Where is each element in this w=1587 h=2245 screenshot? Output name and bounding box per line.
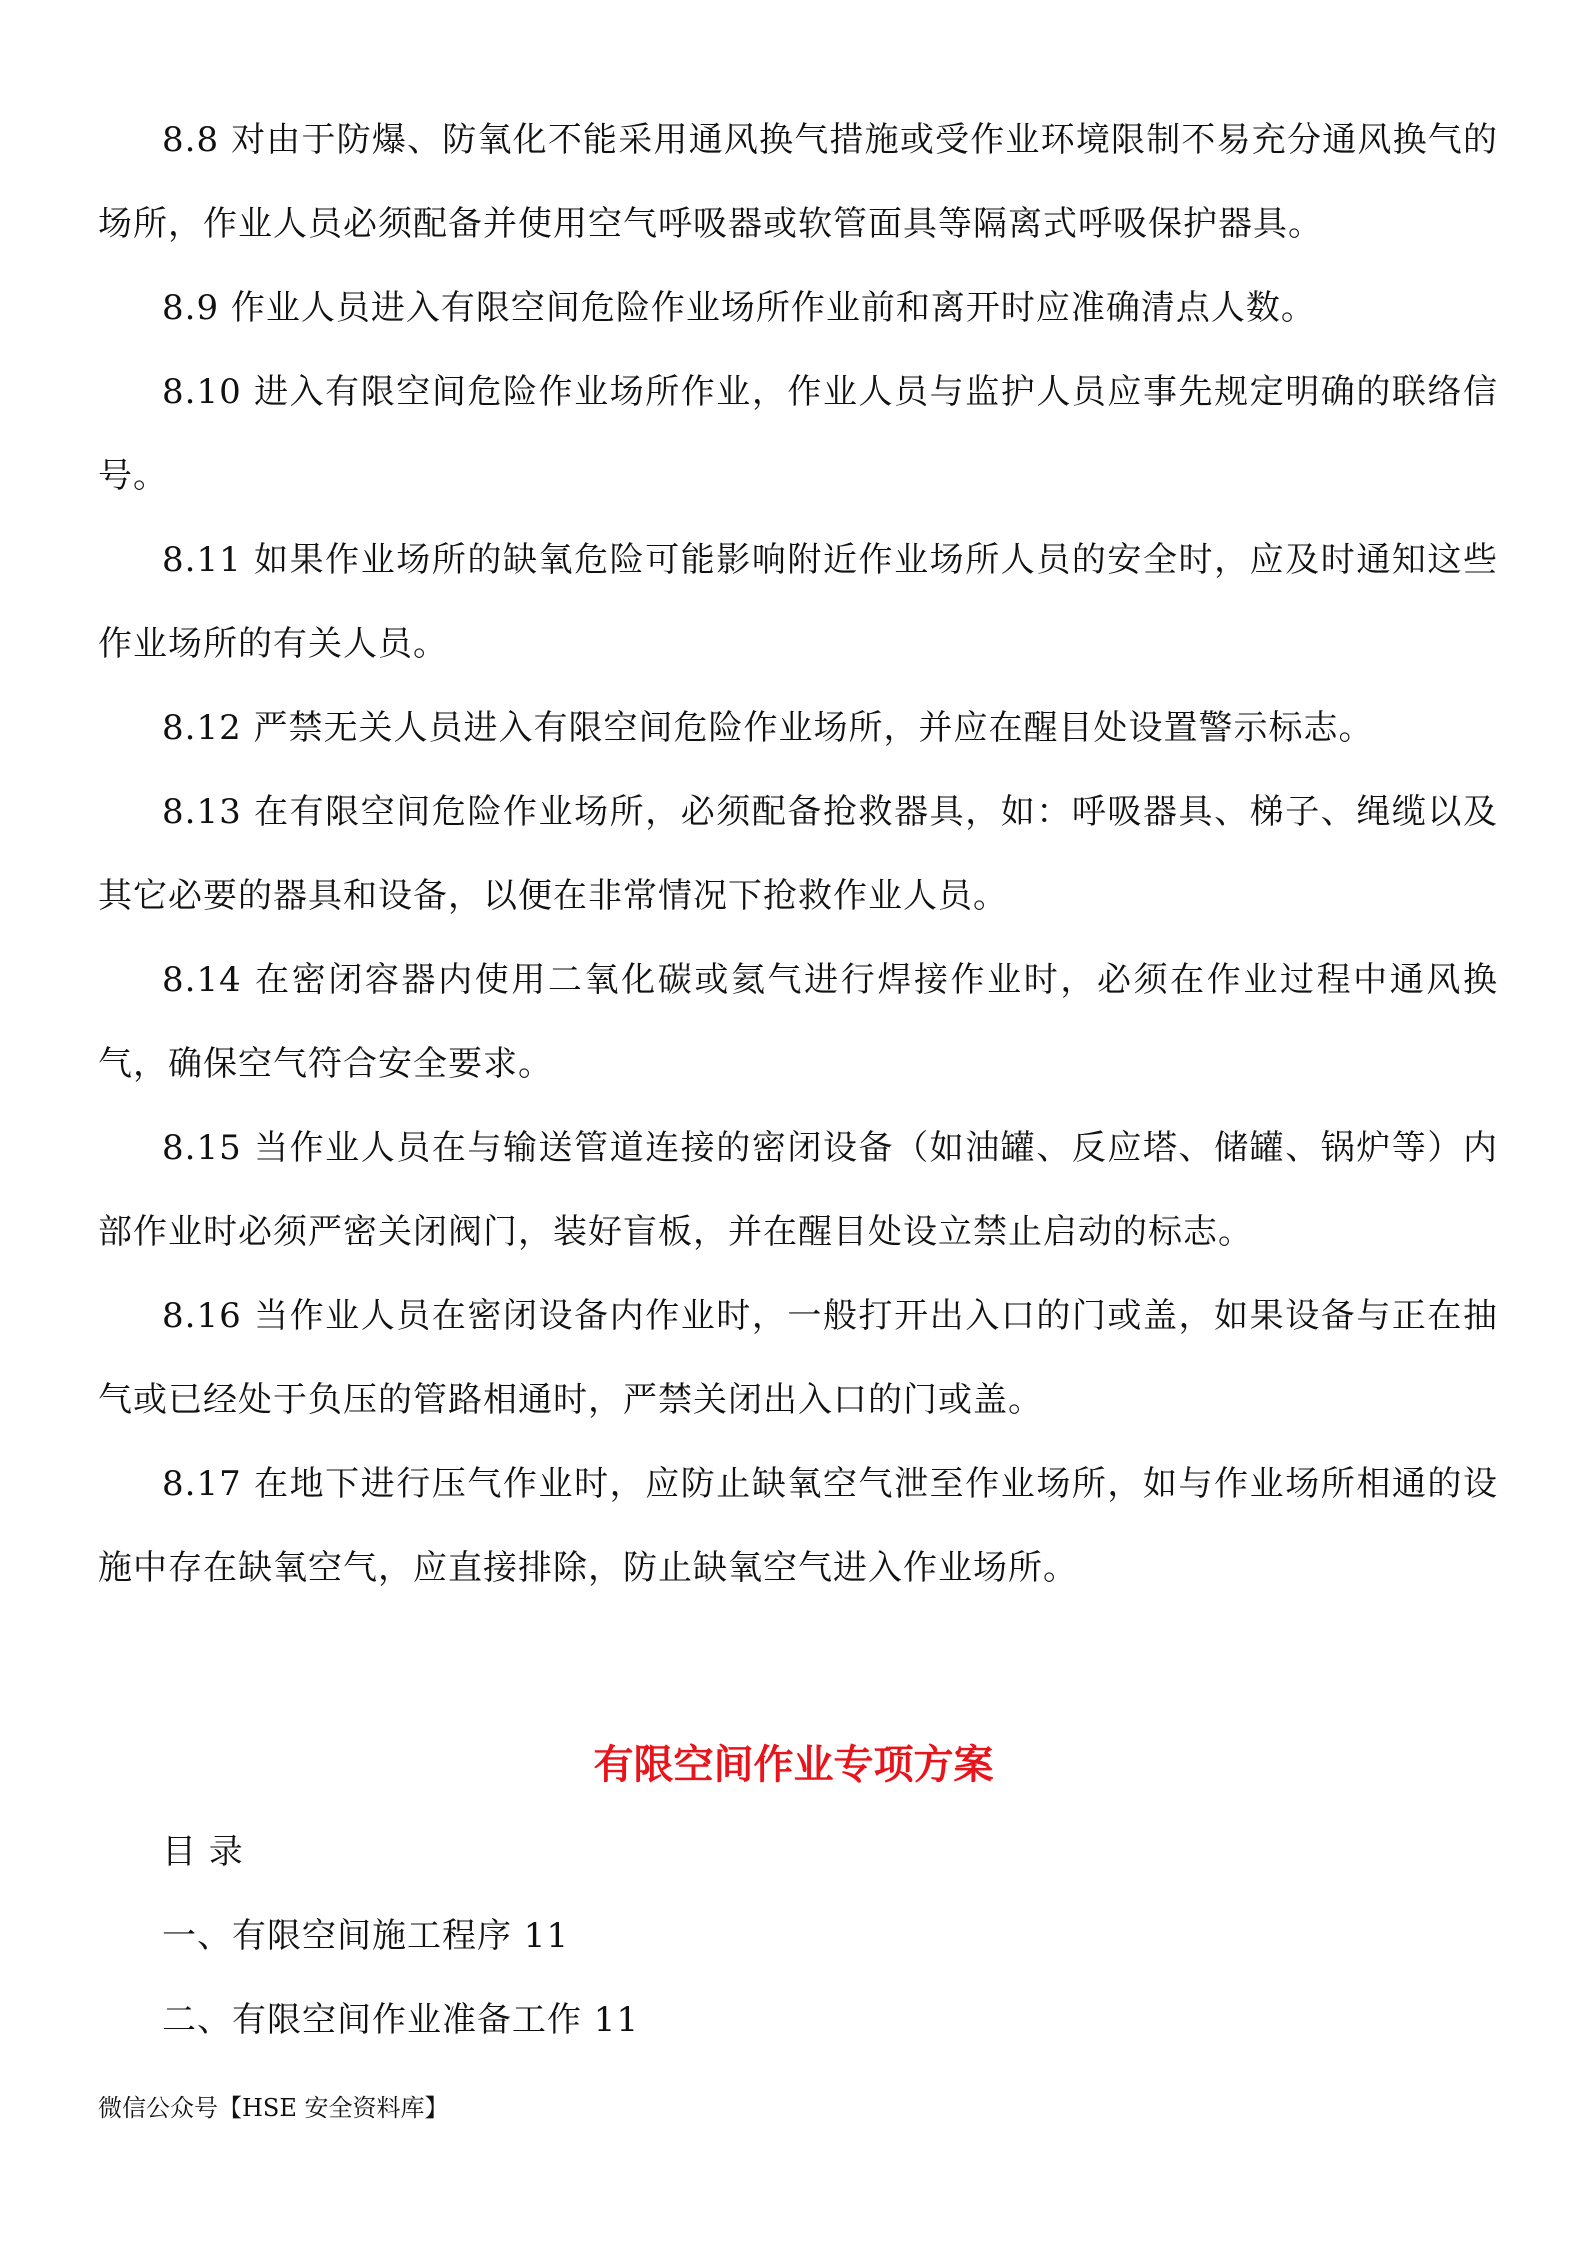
paragraph-8-10: 8.10 进入有限空间危险作业场所作业，作业人员与监护人员应事先规定明确的联络信号。 (98, 372, 1498, 496)
paragraph-8-8: 8.8 对由于防爆、防氧化不能采用通风换气措施或受作业环境限制不易充分通风换气的场所，作业人员必须配备并使用空气呼吸器或软管面具等隔离式呼吸保护器具。 (98, 120, 1498, 244)
paragraph-8-12: 8.12 严禁无关人员进入有限空间危险作业场所，并应在醒目处设置警示标志。 (162, 708, 1374, 748)
paragraph-8-17: 8.17 在地下进行压气作业时，应防止缺氧空气泄至作业场所，如与作业场所相通的设施中存在缺氧空气，应直接排除，防止缺氧空气进入作业场所。 (98, 1464, 1498, 1588)
paragraph-8-11: 8.11 如果作业场所的缺氧危险可能影响附近作业场所人员的安全时，应及时通知这些作业场所的有关人员。 (98, 540, 1498, 664)
paragraph-8-16: 8.16 当作业人员在密闭设备内作业时，一般打开出入口的门或盖，如果设备与正在抽气或已经处于负压的管路相通时，严禁关闭出入口的门或盖。 (98, 1296, 1498, 1420)
toc-item: 一、有限空间施工程序 11 (162, 1916, 570, 1956)
toc-item: 二、有限空间作业准备工作 11 (162, 2000, 640, 2040)
toc-heading: 目 录 (162, 1832, 244, 1872)
paragraph-8-13: 8.13 在有限空间危险作业场所，必须配备抢救器具，如：呼吸器具、梯子、绳缆以及其它必要的器具和设备，以便在非常情况下抢救作业人员。 (98, 792, 1498, 916)
paragraph-8-9: 8.9 作业人员进入有限空间危险作业场所作业前和离开时应准确清点人数。 (162, 288, 1316, 328)
footer-source: 微信公众号【HSE 安全资料库】 (98, 2094, 449, 2122)
paragraph-8-15: 8.15 当作业人员在与输送管道连接的密闭设备（如油罐、反应塔、储罐、锅炉等）内部作业时必须严密关闭阀门，装好盲板，并在醒目处设立禁止启动的标志。 (98, 1128, 1498, 1252)
section-title: 有限空间作业专项方案 (593, 1742, 994, 1788)
paragraph-8-14: 8.14 在密闭容器内使用二氧化碳或氦气进行焊接作业时，必须在作业过程中通风换气，确保空气符合安全要求。 (98, 960, 1498, 1084)
